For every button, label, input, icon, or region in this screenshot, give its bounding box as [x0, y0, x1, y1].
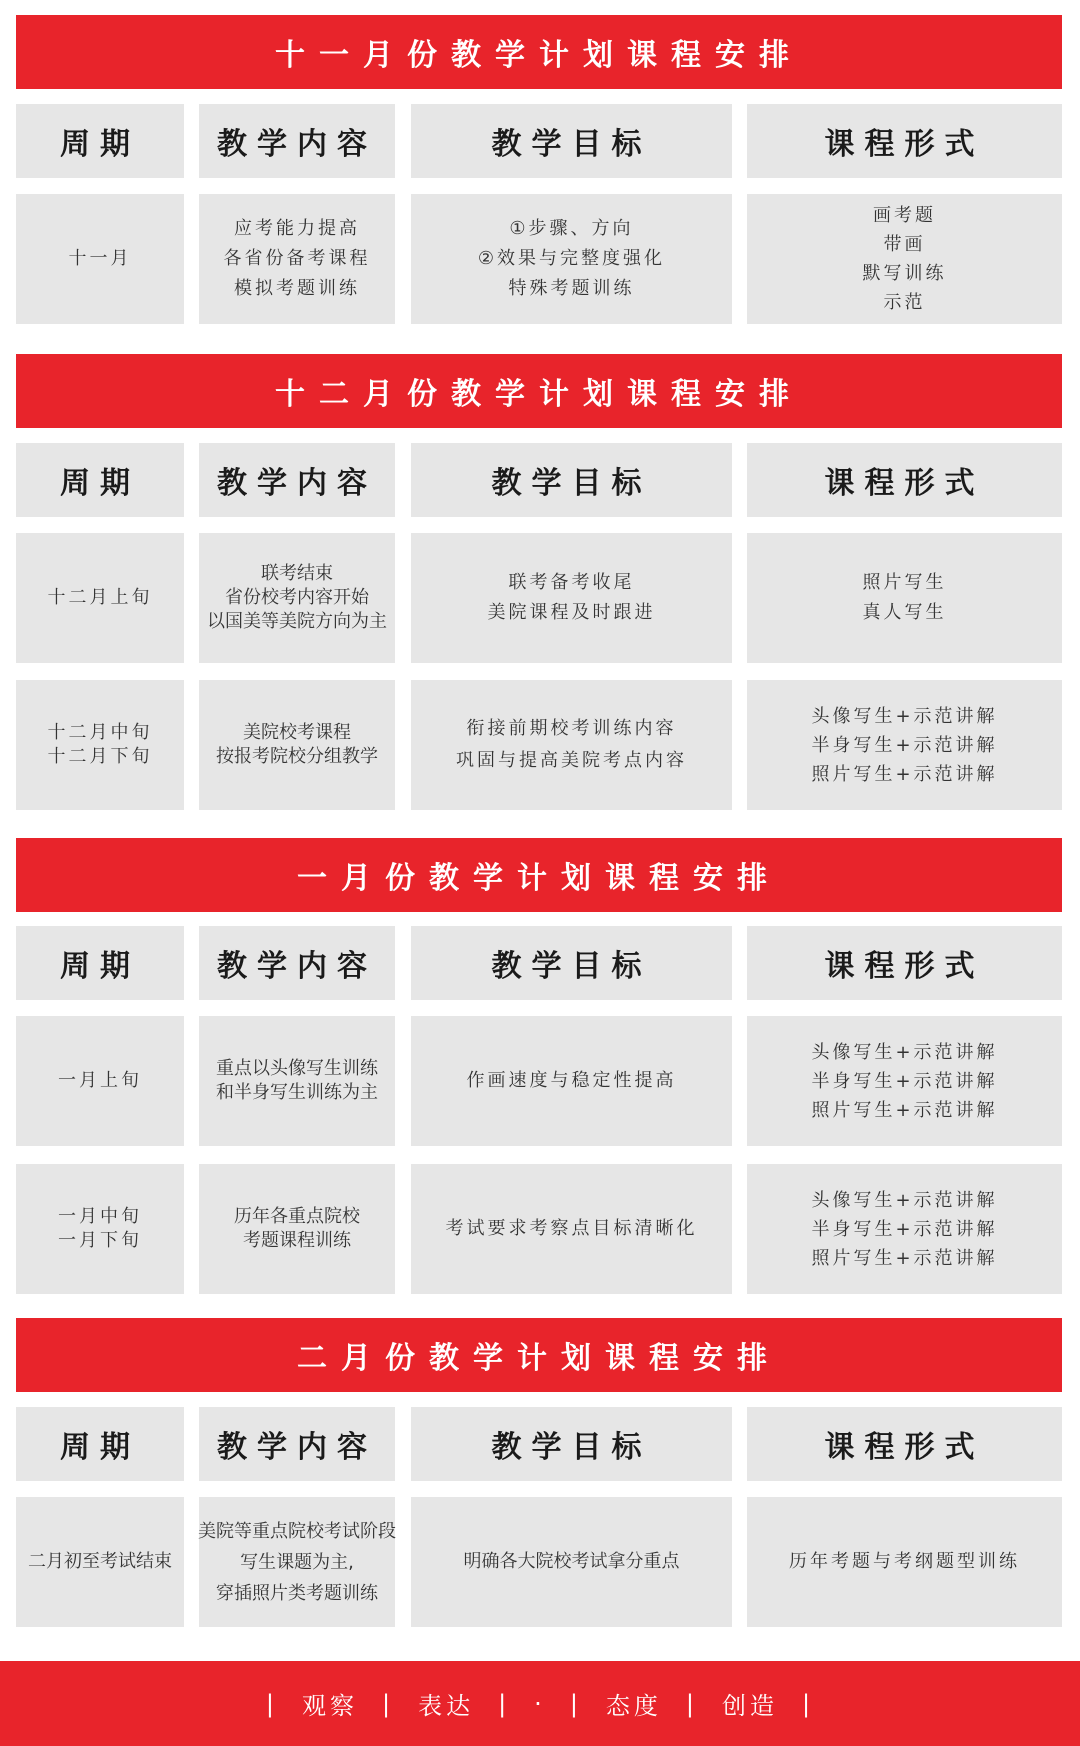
footer-divider: | — [802, 1689, 815, 1718]
section-title: 二月份教学计划课程安排 — [16, 1318, 1062, 1392]
period-cell — [16, 533, 184, 663]
content-line: 以国美等美院方向为主 — [207, 611, 387, 632]
content-line: 穿插照片类考题训练 — [216, 1582, 378, 1604]
goal-cell — [411, 533, 732, 663]
form-line: 半身写生+示范讲解 — [811, 1070, 998, 1092]
content-line: 联考结束 — [261, 563, 333, 584]
header-content: 教学内容 — [199, 443, 395, 517]
form-cell — [747, 1164, 1062, 1294]
form-line: 照片写生+示范讲解 — [811, 1247, 998, 1269]
form-line: 照片写生+示范讲解 — [811, 1099, 998, 1121]
form-cell — [747, 1497, 1062, 1627]
form-cell — [747, 1016, 1062, 1146]
footer-word: 表达 — [418, 1692, 475, 1720]
form-line: 真人写生 — [862, 602, 947, 623]
section-title: 十一月份教学计划课程安排 — [16, 15, 1062, 89]
form-line: 带画 — [883, 234, 926, 255]
goal-line: 美院课程及时跟进 — [487, 602, 656, 623]
period-text: 二月初至考试结束 — [28, 1551, 172, 1572]
content-cell — [199, 680, 395, 810]
period-cell — [16, 1497, 184, 1627]
content-cell — [199, 1497, 395, 1627]
footer-word: 态度 — [605, 1692, 662, 1720]
goal-cell — [411, 1164, 732, 1294]
form-cell — [747, 680, 1062, 810]
period-text: 一月中旬 — [58, 1206, 142, 1227]
header-period: 周期 — [16, 104, 184, 178]
goal-line: 明确各大院校考试拿分重点 — [463, 1551, 680, 1572]
header-goal: 教学目标 — [411, 443, 732, 517]
content-line: 和半身写生训练为主 — [216, 1082, 378, 1103]
form-line: 半身写生+示范讲解 — [811, 734, 998, 756]
header-goal: 教学目标 — [411, 926, 732, 1000]
content-line: 重点以头像写生训练 — [216, 1058, 378, 1079]
goal-line: ①步骤、方向 — [509, 218, 634, 239]
goal-line: 考试要求考察点目标清晰化 — [445, 1218, 698, 1239]
goal-line: 联考备考收尾 — [508, 572, 635, 593]
header-content: 教学内容 — [199, 1407, 395, 1481]
form-line: 照片写生 — [862, 572, 947, 593]
goal-cell — [411, 680, 732, 810]
content-cell — [199, 1164, 395, 1294]
period-text: 十二月上旬 — [47, 587, 153, 608]
footer-divider: | — [265, 1689, 278, 1718]
form-cell — [747, 533, 1062, 663]
goal-line: 衔接前期校考训练内容 — [466, 718, 677, 739]
form-line: 头像写生+示范讲解 — [811, 705, 998, 727]
header-goal: 教学目标 — [411, 104, 732, 178]
goal-line: 作画速度与稳定性提高 — [466, 1070, 677, 1091]
goal-line: ②效果与完整度强化 — [477, 248, 666, 269]
form-line: 示范 — [883, 292, 926, 313]
footer-divider: | — [381, 1689, 395, 1718]
form-cell — [747, 194, 1062, 324]
footer-word: 创造 — [722, 1692, 778, 1720]
form-line: 画考题 — [873, 205, 936, 226]
header-content: 教学内容 — [199, 926, 395, 1000]
goal-cell — [411, 1016, 732, 1146]
form-line: 头像写生+示范讲解 — [811, 1041, 998, 1063]
footer-slogan — [0, 1661, 1080, 1746]
header-form: 课程形式 — [747, 443, 1062, 517]
period-text: 一月下旬 — [58, 1230, 142, 1251]
period-text: 十二月下旬 — [47, 746, 153, 767]
period-cell — [16, 194, 184, 324]
section-title: 十二月份教学计划课程安排 — [16, 354, 1062, 428]
footer-divider: | — [569, 1689, 582, 1718]
content-line: 写生课题为主, — [240, 1551, 354, 1573]
form-line: 照片写生+示范讲解 — [811, 763, 998, 785]
form-line: 默写训练 — [862, 263, 947, 284]
content-line: 省份校考内容开始 — [225, 587, 369, 608]
content-line: 历年各重点院校 — [234, 1206, 360, 1227]
goal-cell — [411, 194, 732, 324]
period-cell — [16, 680, 184, 810]
content-line: 按报考院校分组教学 — [216, 746, 378, 767]
header-form: 课程形式 — [747, 104, 1062, 178]
header-goal: 教学目标 — [411, 1407, 732, 1481]
content-line: 模拟考题训练 — [234, 278, 360, 299]
form-line: 头像写生+示范讲解 — [811, 1189, 998, 1211]
form-line: 半身写生+示范讲解 — [811, 1218, 998, 1240]
header-period: 周期 — [16, 443, 184, 517]
footer-divider: | — [498, 1689, 511, 1718]
section-title: 一月份教学计划课程安排 — [16, 838, 1062, 912]
goal-line: 特殊考题训练 — [508, 278, 635, 299]
content-line: 各省份备考课程 — [223, 248, 371, 269]
period-text: 十一月 — [68, 248, 132, 269]
content-line: 美院等重点院校考试阶段 — [198, 1520, 396, 1542]
period-text: 十二月中旬 — [47, 722, 153, 743]
period-cell — [16, 1016, 184, 1146]
content-cell — [199, 1016, 395, 1146]
content-cell — [199, 194, 395, 324]
header-form: 课程形式 — [747, 1407, 1062, 1481]
goal-cell — [411, 1497, 732, 1627]
header-content: 教学内容 — [199, 104, 395, 178]
period-text: 一月上旬 — [58, 1070, 142, 1091]
header-period: 周期 — [16, 1407, 184, 1481]
footer-word: 观察 — [301, 1692, 358, 1720]
footer-dot: · — [534, 1689, 546, 1718]
content-cell — [199, 533, 395, 663]
footer-divider: | — [685, 1689, 698, 1718]
period-cell — [16, 1164, 184, 1294]
content-line: 应考能力提高 — [234, 218, 360, 239]
content-line: 考题课程训练 — [243, 1230, 351, 1251]
header-form: 课程形式 — [747, 926, 1062, 1000]
goal-line: 巩固与提高美院考点内容 — [456, 750, 687, 771]
content-line: 美院校考课程 — [243, 722, 351, 743]
form-line: 历年考题与考纲题型训练 — [789, 1551, 1020, 1572]
header-period: 周期 — [16, 926, 184, 1000]
